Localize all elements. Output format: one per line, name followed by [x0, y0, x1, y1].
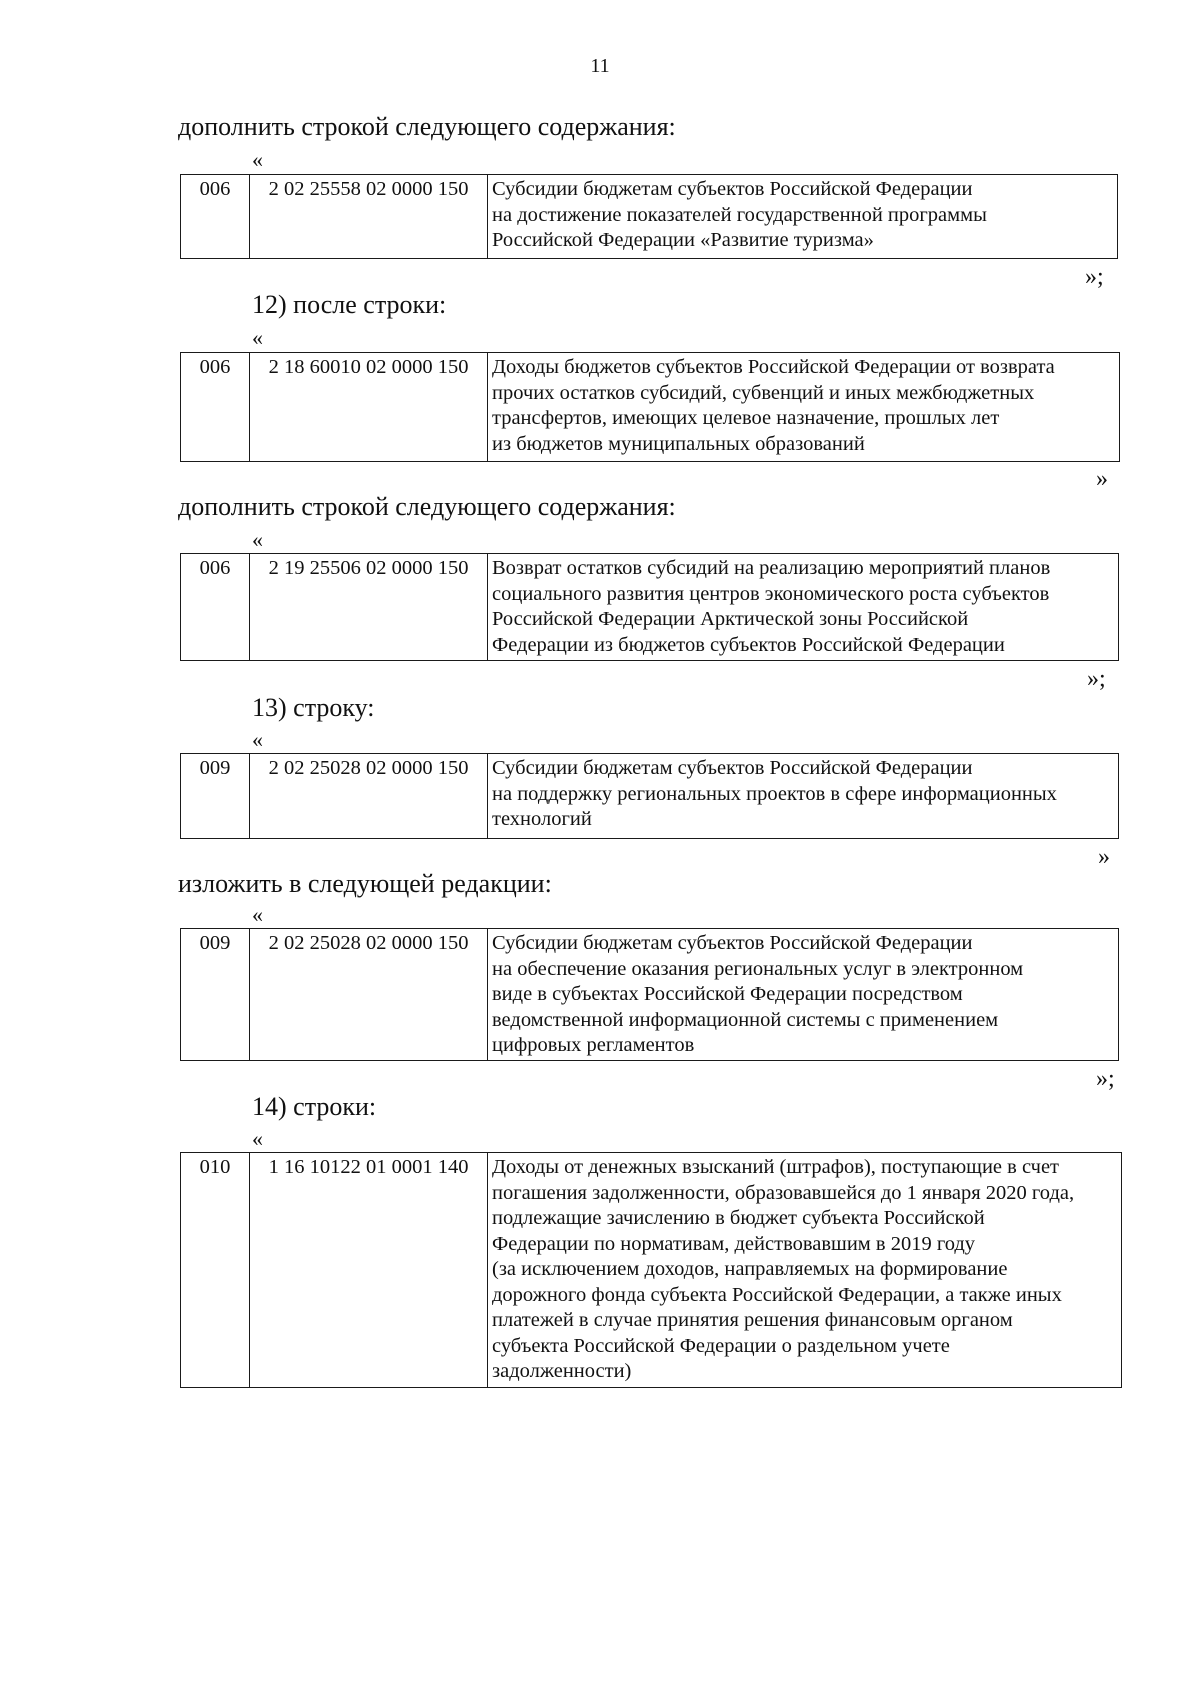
- description-line: подлежащие зачислению в бюджет субъекта Российской: [492, 1207, 985, 1229]
- description-line: на достижение показателей государственной программы: [492, 203, 987, 226]
- open-quote: «: [252, 1126, 263, 1151]
- description-line: Российской Федерации Арктической зоны Российской: [492, 608, 969, 630]
- close-quote: »;: [1096, 1066, 1115, 1092]
- description-line: субъекта Российской Федерации о раздельном учете: [492, 1334, 950, 1357]
- description-line: на поддержку региональных проектов в сфере информационных: [492, 782, 1057, 805]
- description-line: социального развития центров экономического роста субъектов: [492, 582, 1050, 605]
- table-row: [180, 753, 1119, 839]
- kbk-cell: 2 02 25028 02 0000 150: [249, 754, 487, 838]
- description-line: Возврат остатков субсидий на реализацию мероприятий планов: [492, 557, 1051, 579]
- description-line: платежей в случае принятия решения финансовым органом: [492, 1309, 1013, 1331]
- table-row: [180, 553, 1119, 661]
- description-line: на обеспечение оказания региональных услуг в электронном: [492, 957, 1024, 980]
- code-cell: 010: [199, 1156, 231, 1178]
- description-line: дорожного фонда субъекта Российской Федерации, а также иных: [492, 1283, 1062, 1306]
- open-quote: «: [252, 325, 263, 350]
- kbk-cell: 2 19 25506 02 0000 150: [249, 554, 487, 660]
- description-line: Доходы бюджетов субъектов Российской Федерации от возврата: [492, 356, 1055, 378]
- description-cell: [487, 353, 1119, 461]
- code-cell: 006: [199, 178, 231, 200]
- code-cell: 009: [199, 932, 231, 954]
- description-line: ведомственной информационной системы с применением: [492, 1008, 999, 1031]
- code-cell: 006: [199, 557, 231, 579]
- block-intro: 13) строку:: [252, 693, 375, 722]
- kbk-cell: 2 02 25028 02 0000 150: [249, 929, 487, 1060]
- block-intro: изложить в следующей редакции:: [178, 869, 552, 898]
- description-cell: [487, 554, 1118, 660]
- kbk-cell: 2 18 60010 02 0000 150: [249, 353, 487, 461]
- kbk-cell: 1 16 10122 01 0001 140: [249, 1153, 487, 1387]
- description-cell: [487, 754, 1118, 838]
- page-number: 11: [590, 55, 610, 77]
- description-line: Российской Федерации «Развитие туризма»: [492, 229, 874, 251]
- description-line: прочих остатков субсидий, субвенций и иных межбюджетных: [492, 381, 1035, 404]
- code-cell: 006: [199, 356, 231, 378]
- description-line: трансфертов, имеющих целевое назначение, прошлых лет: [492, 407, 1000, 429]
- description-line: Доходы от денежных взысканий (штрафов), поступающие в счет: [492, 1156, 1060, 1178]
- description-line: из бюджетов муниципальных образований: [492, 432, 865, 455]
- description-line: Субсидии бюджетам субъектов Российской Федерации: [492, 178, 973, 200]
- close-quote: »;: [1087, 666, 1106, 692]
- description-line: Субсидии бюджетам субъектов Российской Федерации: [492, 932, 973, 954]
- description-cell: [487, 929, 1118, 1060]
- block-intro: 14) строки:: [252, 1092, 377, 1121]
- description-cell: [487, 175, 1117, 258]
- description-line: цифровых регламентов: [492, 1034, 695, 1056]
- open-quote: «: [252, 147, 263, 172]
- description-line: виде в субъектах Российской Федерации посредством: [492, 983, 963, 1005]
- table-row: [180, 174, 1118, 259]
- table-row: [180, 1152, 1122, 1388]
- code-cell: 009: [199, 757, 231, 779]
- description-line: погашения задолженности, образовавшейся до 1 января 2020 года,: [492, 1181, 1075, 1204]
- block-intro: дополнить строкой следующего содержания:: [178, 112, 676, 141]
- open-quote: «: [252, 902, 263, 927]
- kbk-cell: 2 02 25558 02 0000 150: [249, 175, 487, 258]
- description-line: Федерации по нормативам, действовавшим в 2019 году: [492, 1232, 976, 1255]
- description-line: Федерации из бюджетов субъектов Российской Федерации: [492, 633, 1005, 656]
- open-quote: «: [252, 727, 263, 752]
- description-line: Субсидии бюджетам субъектов Российской Федерации: [492, 757, 973, 779]
- description-line: технологий: [492, 808, 592, 830]
- close-quote: »;: [1085, 264, 1104, 290]
- description-line: (за исключением доходов, направляемых на формирование: [492, 1258, 1008, 1280]
- description-cell: [487, 1153, 1121, 1387]
- table-row: [180, 352, 1120, 462]
- open-quote: «: [252, 527, 263, 552]
- description-line: задолженности): [492, 1360, 632, 1382]
- close-quote: »: [1096, 466, 1108, 492]
- close-quote: »: [1098, 844, 1110, 870]
- table-row: [180, 928, 1119, 1061]
- block-intro: дополнить строкой следующего содержания:: [178, 492, 676, 521]
- block-intro: 12) после строки:: [252, 290, 447, 319]
